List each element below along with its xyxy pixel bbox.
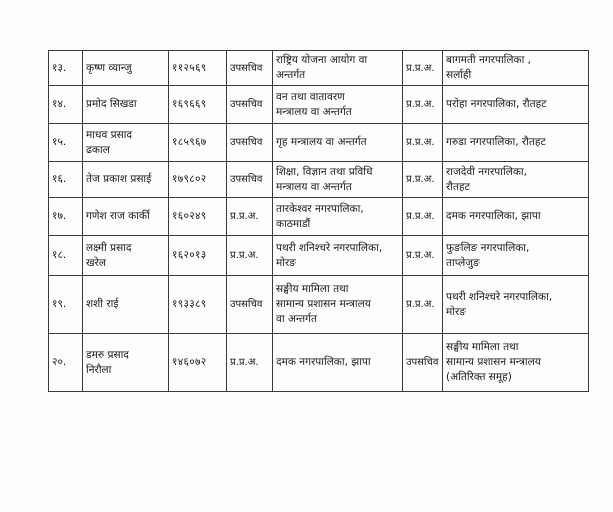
new-office-line: मोरङ bbox=[446, 305, 466, 318]
current-office-line: राष्ट्रिय योजना आयोग वा bbox=[276, 54, 368, 66]
table-row bbox=[49, 334, 589, 392]
table-body bbox=[49, 51, 589, 392]
current-office-line: मोरङ bbox=[276, 256, 296, 269]
new-post-line: उपसचिव bbox=[406, 357, 439, 368]
employee-name-cell bbox=[83, 276, 169, 334]
current-office-cell bbox=[273, 51, 403, 86]
serial-number-cell bbox=[49, 236, 83, 276]
serial-number-text: १९. bbox=[52, 298, 67, 310]
new-post-cell bbox=[403, 86, 443, 124]
table-row bbox=[49, 276, 589, 334]
new-post-cell bbox=[403, 236, 443, 276]
new-office-line: फुङलिङ नगरपालिका, bbox=[446, 241, 530, 254]
current-post-line: उपसचिव bbox=[230, 62, 263, 74]
current-post-cell bbox=[227, 198, 273, 236]
current-office-cell bbox=[273, 86, 403, 124]
new-post-line: प्र.प्र.अ. bbox=[406, 250, 435, 261]
serial-number-cell bbox=[49, 124, 83, 162]
new-post-line: प्र.प्र.अ. bbox=[406, 211, 435, 222]
table-row bbox=[49, 236, 589, 276]
new-office-line: परोहा नगरपालिका, रौतहट bbox=[446, 98, 547, 110]
employee-id-text: १८५९६७ bbox=[172, 136, 207, 148]
employee-id-text: १६०२४९ bbox=[172, 210, 207, 222]
employee-id-cell bbox=[169, 198, 227, 236]
current-office-cell bbox=[273, 334, 403, 392]
new-office-line: सङ्घीय मामिला तथा bbox=[446, 341, 519, 353]
current-office-line: दमक नगरपालिका, झापा bbox=[276, 356, 371, 368]
employee-name-line: खरेल bbox=[86, 256, 107, 269]
employee-id-text: ११२५६९ bbox=[172, 61, 207, 74]
new-post-cell bbox=[403, 334, 443, 392]
current-office-line: अन्तर्गत bbox=[276, 69, 306, 81]
employee-name-line: माधव प्रसाद bbox=[86, 128, 132, 141]
serial-number-text: १६. bbox=[52, 173, 67, 185]
current-post-line: प्र.प्र.अ. bbox=[230, 250, 259, 261]
current-office-line: शिक्षा, विज्ञान तथा प्रविधि bbox=[276, 165, 373, 178]
new-post-line: प्र.प्र.अ. bbox=[406, 99, 435, 110]
employee-name-line: शशी राई bbox=[86, 298, 119, 310]
new-office-line: सर्लाही bbox=[446, 69, 472, 81]
employee-name-cell bbox=[83, 162, 169, 198]
employee-name-line: कृष्ण व्यान्जु bbox=[86, 61, 132, 74]
new-office-cell bbox=[443, 236, 589, 276]
employee-name-line: ढकाल bbox=[86, 143, 110, 156]
employee-name-cell bbox=[83, 51, 169, 86]
current-office-line: सङ्घीय मामिला तथा bbox=[276, 283, 349, 295]
new-office-cell bbox=[443, 276, 589, 334]
employee-name-cell bbox=[83, 86, 169, 124]
employee-name-cell bbox=[83, 236, 169, 276]
serial-number-text: १३. bbox=[52, 61, 67, 74]
current-post-line: उपसचिव bbox=[230, 299, 263, 310]
serial-number-text: १८. bbox=[52, 249, 67, 261]
new-post-cell bbox=[403, 198, 443, 236]
serial-number-text: १५. bbox=[52, 136, 67, 148]
new-office-line: सामान्य प्रशासन मन्त्रालय bbox=[446, 356, 541, 368]
new-post-line: प्र.प्र.अ. bbox=[406, 174, 435, 185]
current-post-line: उपसचिव bbox=[230, 99, 263, 110]
new-office-line: (अतिरिक्त समूह) bbox=[446, 371, 512, 383]
new-office-cell bbox=[443, 198, 589, 236]
serial-number-text: १४. bbox=[52, 98, 67, 110]
current-office-cell bbox=[273, 276, 403, 334]
current-office-cell bbox=[273, 198, 403, 236]
employee-name-cell bbox=[83, 124, 169, 162]
employee-name-cell bbox=[83, 334, 169, 392]
employee-id-text: १७९८०२ bbox=[172, 173, 207, 185]
employee-name-line: निरौला bbox=[86, 363, 112, 376]
serial-number-cell bbox=[49, 276, 83, 334]
new-office-cell bbox=[443, 334, 589, 392]
current-office-line: काठमाडौं bbox=[276, 217, 311, 230]
current-office-line: वन तथा वातावरण bbox=[276, 90, 345, 103]
new-office-line: दमक नगरपालिका, झापा bbox=[446, 210, 541, 222]
employee-id-text: १६९६६९ bbox=[172, 98, 207, 110]
employee-id-cell bbox=[169, 276, 227, 334]
current-post-cell bbox=[227, 162, 273, 198]
new-office-line: रौतहट bbox=[446, 180, 470, 193]
new-office-line: पथरी शनिश्चरे नगरपालिका, bbox=[446, 290, 553, 303]
current-office-line: गृह मन्त्रालय वा अन्तर्गत bbox=[276, 136, 367, 148]
current-office-line: मन्त्रालय वा अन्तर्गत bbox=[276, 105, 352, 118]
table-row bbox=[49, 198, 589, 236]
employee-id-cell bbox=[169, 334, 227, 392]
current-office-cell bbox=[273, 236, 403, 276]
serial-number-cell bbox=[49, 198, 83, 236]
new-office-cell bbox=[443, 124, 589, 162]
current-post-cell bbox=[227, 51, 273, 86]
employee-id-cell bbox=[169, 86, 227, 124]
serial-number-cell bbox=[49, 51, 83, 86]
employee-name-cell bbox=[83, 198, 169, 236]
new-post-cell bbox=[403, 276, 443, 334]
new-office-cell bbox=[443, 162, 589, 198]
current-post-cell bbox=[227, 124, 273, 162]
employee-name-line: गणेश राज कार्की bbox=[86, 210, 150, 222]
current-post-line: उपसचिव bbox=[230, 137, 263, 148]
new-office-cell bbox=[443, 51, 589, 86]
current-office-cell bbox=[273, 124, 403, 162]
current-post-line: प्र.प्र.अ. bbox=[230, 211, 259, 222]
new-post-line: प्र.प्र.अ. bbox=[406, 137, 435, 148]
employee-id-cell bbox=[169, 124, 227, 162]
serial-number-cell bbox=[49, 162, 83, 198]
employee-name-line: तेज प्रकाश प्रसाई bbox=[86, 173, 152, 185]
employee-name-line: लक्ष्मी प्रसाद bbox=[86, 241, 132, 254]
employee-id-text: १६२०१३ bbox=[172, 249, 207, 261]
current-post-cell bbox=[227, 236, 273, 276]
serial-number-text: १७. bbox=[52, 210, 67, 222]
serial-number-cell bbox=[49, 334, 83, 392]
employee-id-text: १४६०७२ bbox=[172, 356, 207, 368]
current-office-line: तारकेश्वर नगरपालिका, bbox=[276, 202, 364, 215]
table-row bbox=[49, 162, 589, 198]
new-office-line: बागमती नगरपालिका , bbox=[446, 54, 531, 66]
new-post-line: प्र.प्र.अ. bbox=[406, 299, 435, 310]
table-row bbox=[49, 124, 589, 162]
new-post-cell bbox=[403, 124, 443, 162]
current-office-line: वा अन्तर्गत bbox=[276, 313, 318, 325]
table-row bbox=[49, 86, 589, 124]
current-office-line: सामान्य प्रशासन मन्त्रालय bbox=[276, 298, 371, 310]
new-office-line: ताप्लेजुङ bbox=[446, 256, 480, 269]
new-post-line: प्र.प्र.अ. bbox=[406, 62, 435, 74]
current-post-cell bbox=[227, 86, 273, 124]
new-office-cell bbox=[443, 86, 589, 124]
current-office-cell bbox=[273, 162, 403, 198]
employee-id-cell bbox=[169, 51, 227, 86]
current-post-cell bbox=[227, 276, 273, 334]
current-post-line: प्र.प्र.अ. bbox=[230, 357, 259, 368]
employee-id-text: १९३३८९ bbox=[172, 298, 207, 310]
employee-id-cell bbox=[169, 162, 227, 198]
employee-name-line: डमरु प्रसाद bbox=[86, 348, 129, 361]
new-office-line: राजदेवी नगरपालिका, bbox=[446, 165, 527, 178]
current-office-line: पथरी शनिश्चरे नगरपालिका, bbox=[276, 241, 383, 254]
new-office-line: गरुडा नगरपालिका, रौतहट bbox=[446, 136, 546, 148]
new-post-cell bbox=[403, 51, 443, 86]
serial-number-cell bbox=[49, 86, 83, 124]
current-post-cell bbox=[227, 334, 273, 392]
new-post-cell bbox=[403, 162, 443, 198]
employee-id-cell bbox=[169, 236, 227, 276]
table-row bbox=[49, 51, 589, 86]
transfer-table bbox=[48, 50, 589, 392]
employee-name-line: प्रमोद सिखडा bbox=[86, 98, 137, 110]
current-post-line: उपसचिव bbox=[230, 174, 263, 185]
serial-number-text: २०. bbox=[52, 356, 67, 368]
current-office-line: मन्त्रालय वा अन्तर्गत bbox=[276, 180, 352, 193]
